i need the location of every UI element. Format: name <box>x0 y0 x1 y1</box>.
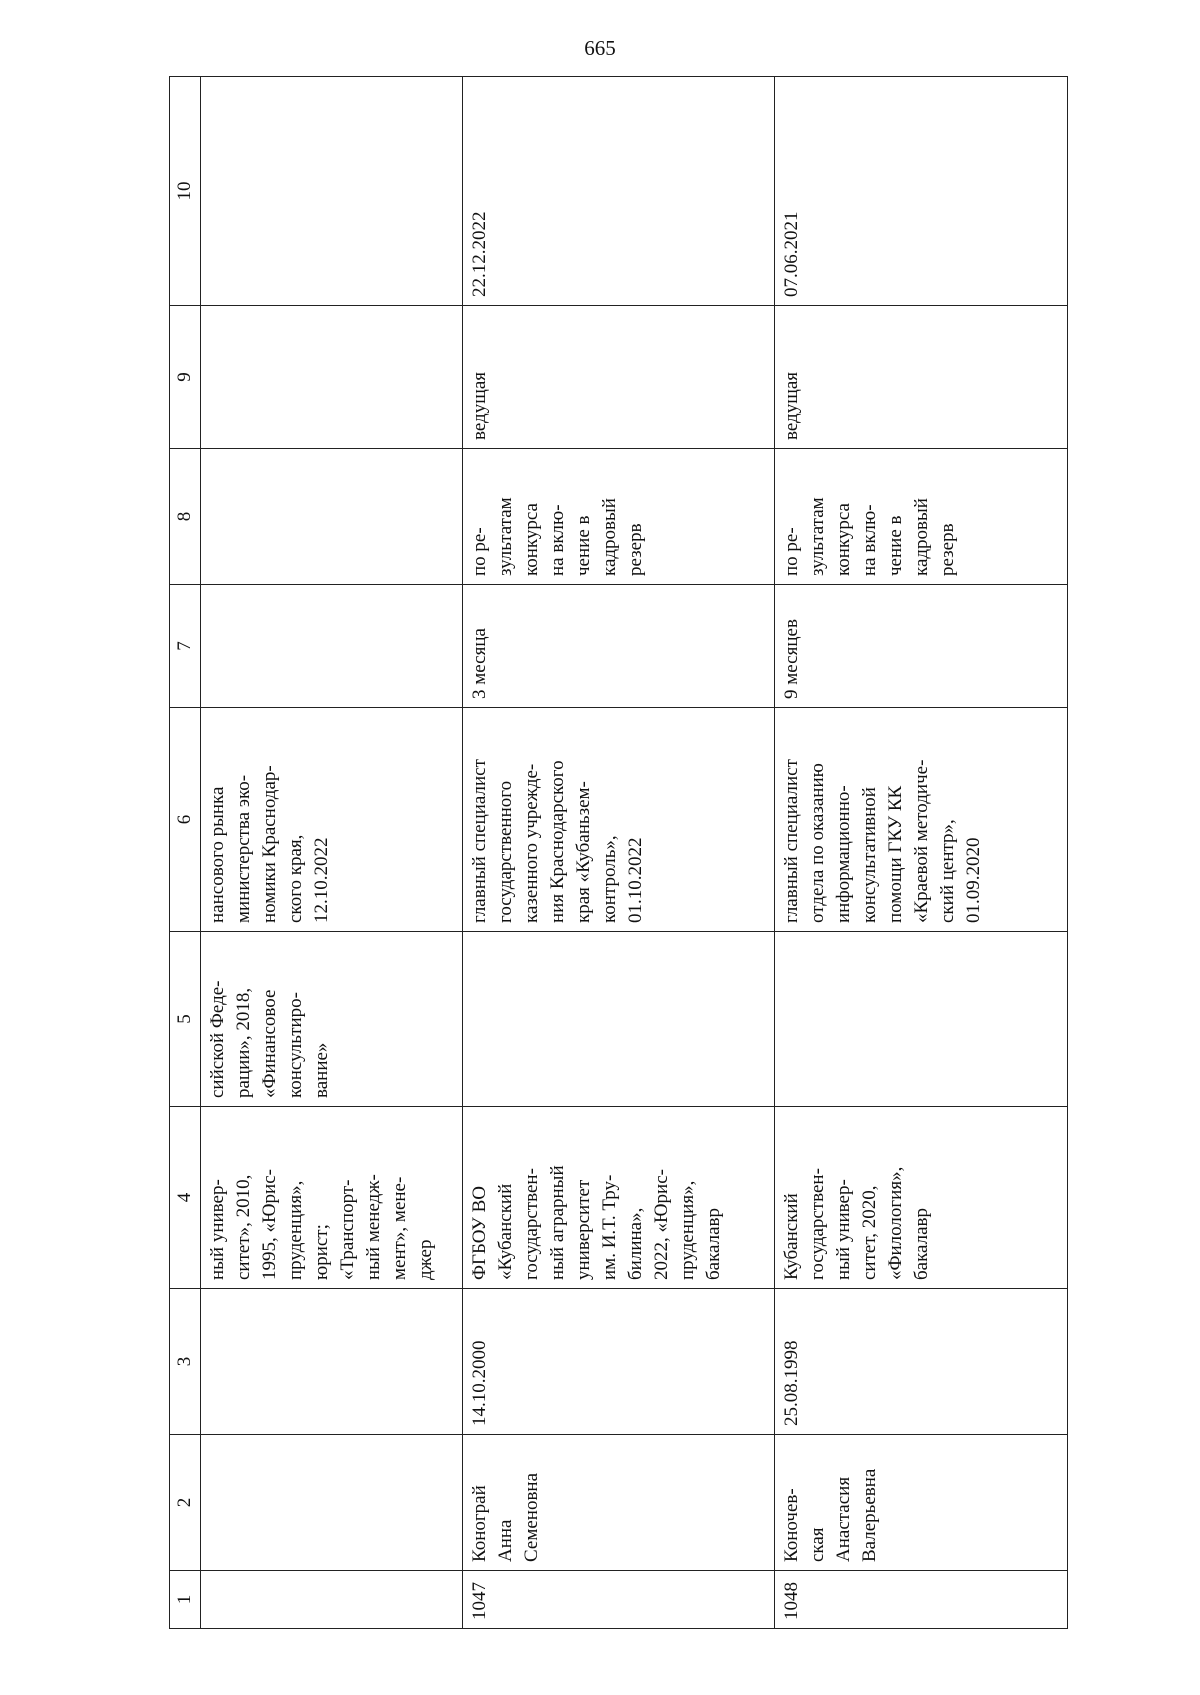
col-header-1: 1 <box>170 1571 201 1629</box>
cell-text-line: министерства эко- <box>233 774 254 923</box>
table-cell-col-9 <box>775 306 1068 449</box>
cell-text-line: им. И.Т. Тру- <box>599 1174 620 1280</box>
cell-text-line: «Краевой методиче- <box>911 759 932 923</box>
cell-text-line: 25.08.1998 <box>781 1340 802 1426</box>
cell-text-line: бакалавр <box>911 1207 932 1280</box>
cell-text-line: резерв <box>937 523 958 576</box>
col-header-7: 7 <box>170 585 201 708</box>
cell-text-line: ведущая <box>469 371 490 440</box>
table-cell-col-4 <box>775 1107 1068 1289</box>
cell-text-line: номики Краснодар- <box>259 765 280 923</box>
cell-text-line: кадровый <box>911 498 932 576</box>
table-cell-col-1 <box>463 1571 775 1629</box>
col-header-6: 6 <box>170 708 201 932</box>
table-cell-col-5 <box>201 932 463 1107</box>
col-header-4: 4 <box>170 1107 201 1289</box>
cell-text-line: главный специалист <box>469 759 490 923</box>
cell-text-line: «Финансовое <box>259 989 280 1098</box>
table-cell-col-2 <box>775 1435 1068 1571</box>
cell-text-line: Кубанский <box>781 1193 802 1280</box>
personnel-table <box>169 76 1068 1629</box>
cell-text-line: государственного <box>495 780 516 923</box>
cell-text-line: ская <box>807 1527 828 1562</box>
table-cell-col-9 <box>463 306 775 449</box>
cell-text-line: ведущая <box>781 371 802 440</box>
table-cell-col-3 <box>201 1289 463 1435</box>
table-body <box>170 77 1068 1629</box>
cell-text-line: мент», мене- <box>389 1176 410 1280</box>
table-cell-col-10 <box>201 77 463 306</box>
cell-text-line: по ре- <box>469 527 490 576</box>
cell-text-line: консультиро- <box>285 991 306 1098</box>
cell-text-line: 3 месяца <box>469 628 490 699</box>
table-cell-col-5 <box>775 932 1068 1107</box>
cell-text-line: юрист; <box>311 1224 332 1280</box>
col-header-5: 5 <box>170 932 201 1107</box>
cell-text-line: ФГБОУ ВО <box>469 1185 490 1280</box>
cell-text-line: консультативной <box>859 787 880 923</box>
cell-text-line: сийской Феде- <box>207 980 228 1098</box>
col-header-3: 3 <box>170 1289 201 1435</box>
cell-text-line: 1047 <box>469 1582 490 1620</box>
cell-text-line: «Транспорт- <box>337 1179 358 1280</box>
cell-text-line: Анастасия <box>833 1476 854 1562</box>
cell-text-line: по ре- <box>781 527 802 576</box>
table-cell-col-7 <box>775 585 1068 708</box>
table-cell-col-7 <box>201 585 463 708</box>
cell-text-line: края «Кубаньзем- <box>573 781 594 923</box>
cell-text-line: 2022, «Юрис- <box>651 1169 672 1280</box>
cell-text-line: джер <box>415 1239 436 1280</box>
cell-text-line: ский центр», <box>937 819 958 923</box>
cell-text-line: нансового рынка <box>207 786 228 923</box>
cell-text-line: ный менедж- <box>363 1174 384 1280</box>
cell-text-line: контроль», <box>599 835 620 923</box>
cell-text-line: чение в <box>885 515 906 576</box>
cell-text-line: 1995, «Юрис- <box>259 1169 280 1280</box>
col-header-9: 9 <box>170 306 201 449</box>
cell-text-line: 14.10.2000 <box>469 1340 490 1426</box>
cell-text-line: зультатам <box>807 497 828 576</box>
table-row <box>201 77 463 1629</box>
cell-text-line: университет <box>573 1179 594 1280</box>
cell-text-line: ситет», 2010, <box>233 1174 254 1280</box>
table-cell-col-3 <box>463 1289 775 1435</box>
cell-text-line: вание» <box>311 1042 332 1098</box>
cell-text-line: зультатам <box>495 497 516 576</box>
cell-text-line: пруденция», <box>285 1180 306 1280</box>
table-cell-col-2 <box>463 1435 775 1571</box>
cell-text-line: 01.09.2020 <box>963 837 984 923</box>
table-cell-col-2 <box>201 1435 463 1571</box>
col-header-10: 10 <box>170 77 201 306</box>
cell-text-line: отдела по оказанию <box>807 763 828 923</box>
cell-text-line: государствен- <box>807 1168 828 1280</box>
page-number: 665 <box>584 36 616 60</box>
cell-text-line: бакалавр <box>703 1207 724 1280</box>
cell-text-line: Семеновна <box>521 1472 542 1562</box>
table-cell-col-4 <box>463 1107 775 1289</box>
cell-text-line: на вклю- <box>859 504 880 576</box>
cell-text-line: чение в <box>573 515 594 576</box>
table-row <box>463 77 775 1629</box>
table-cell-col-10 <box>775 77 1068 306</box>
col-header-8: 8 <box>170 449 201 585</box>
table-cell-col-10 <box>463 77 775 306</box>
cell-text-line: ского края, <box>285 834 306 923</box>
cell-text-line: Коночев- <box>781 1488 802 1562</box>
table-cell-col-9 <box>201 306 463 449</box>
table-cell-col-4 <box>201 1107 463 1289</box>
header-row <box>170 77 201 1629</box>
table-cell-col-8 <box>775 449 1068 585</box>
cell-text-line: государствен- <box>521 1168 542 1280</box>
cell-text-line: рации», 2018, <box>233 987 254 1098</box>
table-cell-col-1 <box>775 1571 1068 1629</box>
cell-text-line: «Филология», <box>885 1166 906 1280</box>
cell-text-line: 1048 <box>781 1582 802 1620</box>
cell-text-line: билина», <box>625 1207 646 1280</box>
cell-text-line: 9 месяцев <box>781 619 802 699</box>
cell-text-line: 01.10.2022 <box>625 837 646 923</box>
cell-text-line: ный универ- <box>833 1179 854 1280</box>
cell-text-line: пруденция», <box>677 1180 698 1280</box>
cell-text-line: 22.12.2022 <box>469 211 490 297</box>
cell-text-line: на вклю- <box>547 504 568 576</box>
table-cell-col-6 <box>775 708 1068 932</box>
cell-text-line: информационно- <box>833 785 854 923</box>
cell-text-line: Анна <box>495 1519 516 1562</box>
cell-text-line: конкурса <box>833 503 854 576</box>
rotated-table-container <box>169 77 1060 1629</box>
cell-text-line: ный универ- <box>207 1179 228 1280</box>
cell-text-line: помощи ГКУ КК <box>885 785 906 923</box>
cell-text-line: «Кубанский <box>495 1183 516 1280</box>
table-cell-col-1 <box>201 1571 463 1629</box>
table-cell-col-8 <box>463 449 775 585</box>
cell-text-line: 07.06.2021 <box>781 211 802 297</box>
cell-text-line: резерв <box>625 523 646 576</box>
table-cell-col-6 <box>201 708 463 932</box>
cell-text-line: главный специалист <box>781 759 802 923</box>
cell-text-line: Конограй <box>469 1485 490 1562</box>
cell-text-line: Валерьевна <box>859 1468 880 1562</box>
cell-text-line: 12.10.2022 <box>311 837 332 923</box>
col-header-2: 2 <box>170 1435 201 1571</box>
table-cell-col-5 <box>463 932 775 1107</box>
cell-text-line: казенного учрежде- <box>521 763 542 923</box>
table-cell-col-6 <box>463 708 775 932</box>
table-cell-col-7 <box>463 585 775 708</box>
cell-text-line: кадровый <box>599 498 620 576</box>
table-cell-col-8 <box>201 449 463 585</box>
cell-text-line: ный аграрный <box>547 1165 568 1280</box>
table-row <box>775 77 1068 1629</box>
table-cell-col-3 <box>775 1289 1068 1435</box>
cell-text-line: ния Краснодарского <box>547 760 568 923</box>
cell-text-line: ситет, 2020, <box>859 1185 880 1280</box>
cell-text-line: конкурса <box>521 503 542 576</box>
